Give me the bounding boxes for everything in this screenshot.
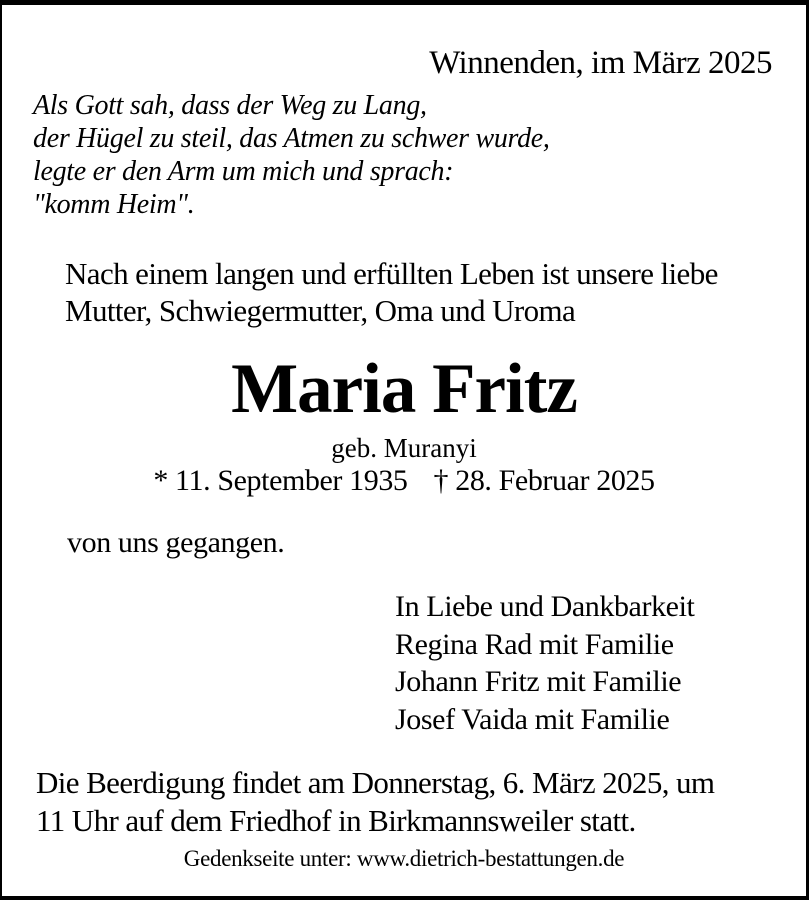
funeral-line: Die Beerdigung findet am Donnerstag, 6. März 2025, um <box>36 765 715 800</box>
poem-line: "komm Heim". <box>33 189 195 220</box>
poem-line: legte er den Arm um mich und sprach: <box>33 156 454 187</box>
deceased-name: Maria Fritz <box>231 350 577 428</box>
poem-line: Als Gott sah, dass der Weg zu Lang, <box>33 90 427 121</box>
birth-date: * 11. September 1935 <box>153 464 408 497</box>
mourner-line: Josef Vaida mit Familie <box>395 702 670 736</box>
intro-line: Mutter, Schwiegermutter, Oma und Uroma <box>65 293 576 328</box>
mourners-heading: In Liebe und Dankbarkeit <box>395 590 695 623</box>
poem-verse <box>33 89 550 221</box>
mourner-line: Regina Rad mit Familie <box>395 627 674 661</box>
maiden-name: geb. Muranyi <box>331 433 477 463</box>
poem-line: der Hügel zu steil, das Atmen zu schwer wurde, <box>33 123 550 154</box>
funeral-announcement <box>36 764 714 840</box>
mourner-line: Johann Fritz mit Familie <box>395 665 682 698</box>
farewell-text: von uns gegangen. <box>67 526 285 559</box>
mourners-block <box>395 588 694 738</box>
intro-paragraph <box>65 255 718 329</box>
intro-line: Nach einem langen und erfüllten Leben ist unsere liebe <box>65 256 718 291</box>
life-dates <box>2 464 806 498</box>
memorial-page-text: Gedenkseite unter: www.dietrich-bestattungen.de <box>183 846 625 871</box>
funeral-line: 11 Uhr auf dem Friedhof in Birkmannsweiler statt. <box>36 803 636 838</box>
place-dateline: Winnenden, im März 2025 <box>429 45 772 81</box>
death-date: † 28. Februar 2025 <box>433 464 655 497</box>
